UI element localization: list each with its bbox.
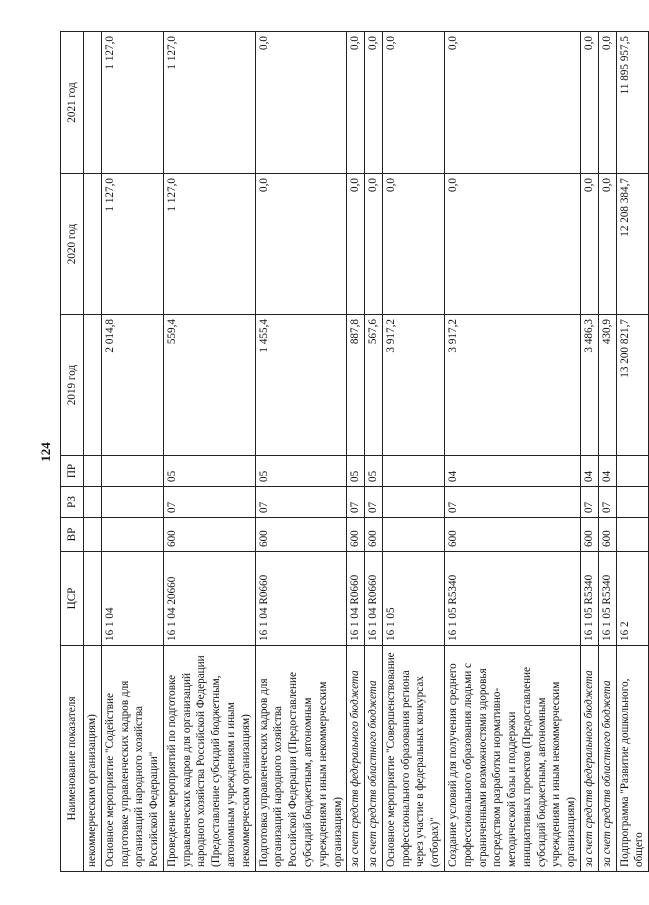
row-value-2020: 0,0 bbox=[598, 174, 616, 315]
row-name: Основное мероприятие "Совершенствование профессионального образования региона через участие в федеральных конкурсах (отборах)" bbox=[382, 646, 444, 872]
row-rz bbox=[616, 487, 649, 518]
row-pr: 05 bbox=[347, 456, 365, 487]
header-2021: 2021 год bbox=[61, 32, 84, 174]
row-value-2020: 0,0 bbox=[444, 174, 580, 315]
row-vr bbox=[616, 518, 649, 552]
row-rz bbox=[84, 487, 102, 518]
header-rz: РЗ bbox=[61, 487, 84, 518]
row-value-2020: 1 127,0 bbox=[101, 174, 163, 315]
row-value-2021: 0,0 bbox=[255, 32, 347, 174]
table-row bbox=[598, 32, 616, 872]
row-value-2021: 0,0 bbox=[382, 32, 444, 174]
row-rz: 07 bbox=[365, 487, 383, 518]
row-vr bbox=[101, 518, 163, 552]
row-value-2019: 13 200 821,7 bbox=[616, 315, 649, 456]
table-row bbox=[347, 32, 365, 872]
row-value-2020: 0,0 bbox=[382, 174, 444, 315]
table-body bbox=[84, 32, 649, 872]
row-csr bbox=[84, 552, 102, 646]
row-value-2020: 0,0 bbox=[255, 174, 347, 315]
row-name: Проведение мероприятий по подготовке управленческих кадров для организаций народного хозяйства Российской Федерации (Предоставление субсидий бюджетным, автономным учреждениям и иным некоммерческим организациям) bbox=[163, 646, 255, 872]
row-value-2021: 0,0 bbox=[581, 32, 599, 174]
row-value-2020 bbox=[84, 174, 102, 315]
row-pr bbox=[382, 456, 444, 487]
table-row bbox=[616, 32, 649, 872]
row-name: Основное мероприятие "Содействие подготовке управленческих кадров для организаций народного хозяйства Российской Федерации" bbox=[101, 646, 163, 872]
row-rz: 07 bbox=[444, 487, 580, 518]
row-rz: 07 bbox=[255, 487, 347, 518]
row-csr: 16 2 bbox=[616, 552, 649, 646]
row-value-2020: 0,0 bbox=[347, 174, 365, 315]
row-vr: 600 bbox=[347, 518, 365, 552]
row-pr bbox=[84, 456, 102, 487]
row-csr: 16 1 05 R5340 bbox=[598, 552, 616, 646]
row-vr: 600 bbox=[581, 518, 599, 552]
row-value-2020: 12 208 384,7 bbox=[616, 174, 649, 315]
table-row bbox=[444, 32, 580, 872]
row-csr: 16 1 04 R0660 bbox=[365, 552, 383, 646]
row-vr bbox=[84, 518, 102, 552]
header-2020: 2020 год bbox=[61, 174, 84, 315]
row-rz: 07 bbox=[347, 487, 365, 518]
row-name: Создание условий для получения среднего профессионального образования людьми с ограниченными возможностями здоровья посредством разработки нормативно-методической базы и поддержки инициативных проектов (Предоставление субсидий бюджетным, автономным учреждениям и иным некоммерческим организациям) bbox=[444, 646, 580, 872]
row-vr: 600 bbox=[255, 518, 347, 552]
row-value-2019: 3 917,2 bbox=[444, 315, 580, 456]
row-csr: 16 1 05 R5340 bbox=[581, 552, 599, 646]
rotated-table-container bbox=[60, 32, 646, 872]
row-pr: 04 bbox=[581, 456, 599, 487]
row-rz: 07 bbox=[163, 487, 255, 518]
row-vr bbox=[382, 518, 444, 552]
row-rz: 07 bbox=[598, 487, 616, 518]
row-name: за счет средств областного бюджета bbox=[598, 646, 616, 872]
row-csr: 16 1 04 bbox=[101, 552, 163, 646]
header-2019: 2019 год bbox=[61, 315, 84, 456]
row-value-2021: 1 127,0 bbox=[163, 32, 255, 174]
row-name: некоммерческим организациям) bbox=[84, 646, 102, 872]
header-pr: ПР bbox=[61, 456, 84, 487]
row-name: за счет средств федерального бюджета bbox=[347, 646, 365, 872]
budget-table bbox=[60, 31, 649, 872]
table-row bbox=[581, 32, 599, 872]
row-pr: 05 bbox=[255, 456, 347, 487]
table-row bbox=[365, 32, 383, 872]
table-row bbox=[255, 32, 347, 872]
row-value-2021: 0,0 bbox=[347, 32, 365, 174]
row-rz: 07 bbox=[581, 487, 599, 518]
row-csr: 16 1 04 R0660 bbox=[255, 552, 347, 646]
row-csr: 16 1 05 bbox=[382, 552, 444, 646]
row-value-2021: 0,0 bbox=[444, 32, 580, 174]
row-csr: 16 1 04 R0660 bbox=[347, 552, 365, 646]
table-row bbox=[163, 32, 255, 872]
row-value-2020: 1 127,0 bbox=[163, 174, 255, 315]
row-csr: 16 1 04 20660 bbox=[163, 552, 255, 646]
row-value-2019: 559,4 bbox=[163, 315, 255, 456]
row-name: за счет средств федерального бюджета bbox=[581, 646, 599, 872]
row-value-2019: 1 455,4 bbox=[255, 315, 347, 456]
row-rz bbox=[382, 487, 444, 518]
row-vr: 600 bbox=[598, 518, 616, 552]
row-value-2019: 2 014,8 bbox=[101, 315, 163, 456]
row-value-2019: 3 486,3 bbox=[581, 315, 599, 456]
row-value-2019: 430,9 bbox=[598, 315, 616, 456]
row-value-2021: 11 895 957,5 bbox=[616, 32, 649, 174]
header-csr: ЦСР bbox=[61, 552, 84, 646]
row-csr: 16 1 05 R5340 bbox=[444, 552, 580, 646]
row-vr: 600 bbox=[444, 518, 580, 552]
header-vr: ВР bbox=[61, 518, 84, 552]
row-value-2021: 1 127,0 bbox=[101, 32, 163, 174]
table-header-row bbox=[61, 32, 84, 872]
row-value-2019: 887,8 bbox=[347, 315, 365, 456]
row-value-2019 bbox=[84, 315, 102, 456]
table-row bbox=[101, 32, 163, 872]
row-pr bbox=[101, 456, 163, 487]
row-pr bbox=[616, 456, 649, 487]
row-pr: 04 bbox=[444, 456, 580, 487]
row-vr: 600 bbox=[163, 518, 255, 552]
row-value-2021 bbox=[84, 32, 102, 174]
table-row bbox=[382, 32, 444, 872]
row-value-2019: 3 917,2 bbox=[382, 315, 444, 456]
table-row bbox=[84, 32, 102, 872]
row-rz bbox=[101, 487, 163, 518]
row-value-2019: 567,6 bbox=[365, 315, 383, 456]
page-number: 124 bbox=[38, 442, 53, 462]
row-pr: 05 bbox=[365, 456, 383, 487]
row-name: за счет средств областного бюджета bbox=[365, 646, 383, 872]
row-value-2020: 0,0 bbox=[581, 174, 599, 315]
row-vr: 600 bbox=[365, 518, 383, 552]
row-value-2020: 0,0 bbox=[365, 174, 383, 315]
row-value-2021: 0,0 bbox=[365, 32, 383, 174]
row-name: Подготовка управленческих кадров для организаций народного хозяйства Российской Федерации (Предоставление субсидий бюджетным, автономным учреждениям и иным некоммерческим организациям) bbox=[255, 646, 347, 872]
row-name: Подпрограмма "Развитие дошкольного, общего bbox=[616, 646, 649, 872]
row-value-2021: 0,0 bbox=[598, 32, 616, 174]
header-name: Наименование показателя bbox=[61, 646, 84, 872]
row-pr: 05 bbox=[163, 456, 255, 487]
row-pr: 04 bbox=[598, 456, 616, 487]
